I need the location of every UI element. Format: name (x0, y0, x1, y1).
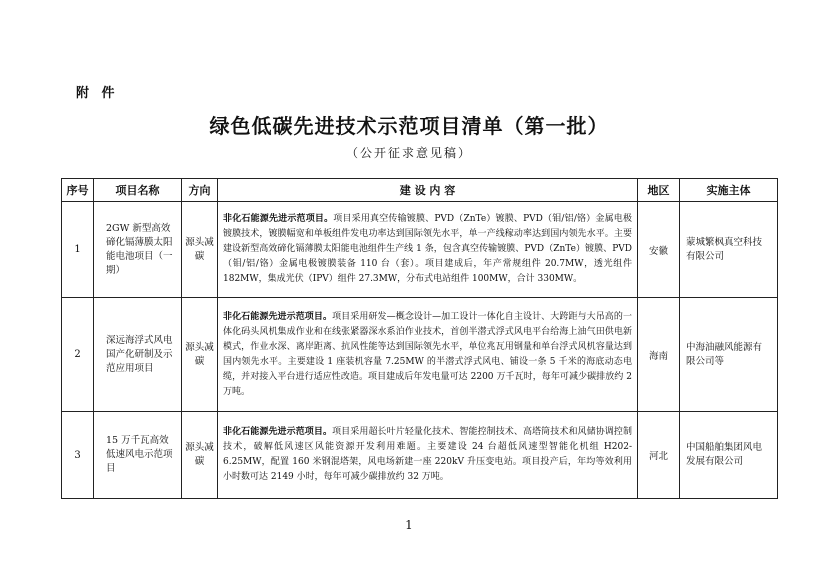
project-list-table (61, 178, 778, 499)
row-no: 3 (62, 412, 94, 499)
row-project-name: 15 万千瓦高效低速风电示范项目 (94, 412, 182, 499)
document-title: 绿色低碳先进技术示范项目清单（第一批） (209, 114, 609, 138)
header-no: 序号 (62, 179, 94, 202)
header-org: 实施主体 (680, 179, 778, 202)
row-content-text: 项目采用真空传输镀膜、PVD（ZnTe）镀膜、PVD（钼/铝/铬）金属电极镀膜技术，镀膜幅宽和单板组件发电功率达到国际领先水平，单一产线稼动率达到国内领先水平。主要建设新型高效碲化镉薄膜太阳能电池组件生产线 1 条，包含真空传输镀膜、PVD（ZnTe）镀膜、PVD（钼/铝/铬）金属电极镀膜装备 110 台（套）。项目建成后，年产常规组件 20.7MW，透光组件 182MW，集成光伏（IPV）组件 27.3MW，分布式电站组件 100MW，合计 330MW。 (223, 214, 632, 284)
page-number: 1 (405, 518, 413, 532)
row-no: 1 (62, 202, 94, 298)
row-direction: 源头减碳 (182, 412, 218, 499)
row-org: 中海油融风能源有限公司等 (680, 298, 778, 412)
row-direction: 源头减碳 (182, 298, 218, 412)
row-org: 中国船舶集团风电发展有限公司 (680, 412, 778, 499)
table-row (62, 202, 778, 298)
row-content (218, 412, 638, 499)
document-subtitle: （公开征求意见稿） (345, 146, 472, 160)
row-content (218, 202, 638, 298)
header-direction: 方向 (182, 179, 218, 202)
header-region: 地区 (638, 179, 680, 202)
table-header-row (62, 179, 778, 202)
row-content-lead: 非化石能源先进示范项目。 (223, 427, 333, 437)
row-region: 海南 (638, 298, 680, 412)
table-row (62, 298, 778, 412)
row-content-text: 项目采用超长叶片轻量化技术、智能控制技术、高塔筒技术和风储协调控制技术，破解低风速区风能资源开发利用难题。主要建设 24 台超低风速型智能化机组 H202-6.25MW，配置 160 米钢混塔架，风电场新建一座 220kV 升压变电站。项目投产后，年均等效利用小时数可达 2149 小时，每年可减少碳排放约 32 万吨。 (223, 427, 632, 482)
row-region: 安徽 (638, 202, 680, 298)
row-content-text: 项目采用研发—概念设计—加工设计一体化自主设计、大跨距与大吊高的一体化码头风机集成作业和在线张紧器深水系泊作业技术，首创半潜式浮式风电平台给海上油气田供电新模式，作业水深、离岸距离、抗风性能等达到国际领先水平，单位兆瓦用钢量和单台浮式风机容量达到国内领先水平。主要建设 1 座装机容量 7.25MW 的半潜式浮式风电、铺设一条 5 千米的海底动态电缆，并对接入平台进行适应性改造。项目建成后年发电量可达 2200 万千瓦时，每年可减少碳排放约 2 万吨。 (223, 311, 632, 397)
annex-label: 附 件 (76, 86, 119, 101)
row-region: 河北 (638, 412, 680, 499)
row-content-lead: 非化石能源先进示范项目。 (223, 214, 334, 224)
row-content (218, 298, 638, 412)
table-row (62, 412, 778, 499)
row-direction: 源头减碳 (182, 202, 218, 298)
header-name: 项目名称 (94, 179, 182, 202)
row-project-name: 2GW 新型高效碲化镉薄膜太阳能电池项目（一期） (94, 202, 182, 298)
row-no: 2 (62, 298, 94, 412)
row-org: 蒙城繁枫真空科技有限公司 (680, 202, 778, 298)
row-project-name: 深远海浮式风电国产化研制及示范应用项目 (94, 298, 182, 412)
header-content: 建 设 内 容 (218, 179, 638, 202)
row-content-lead: 非化石能源先进示范项目。 (223, 311, 333, 322)
